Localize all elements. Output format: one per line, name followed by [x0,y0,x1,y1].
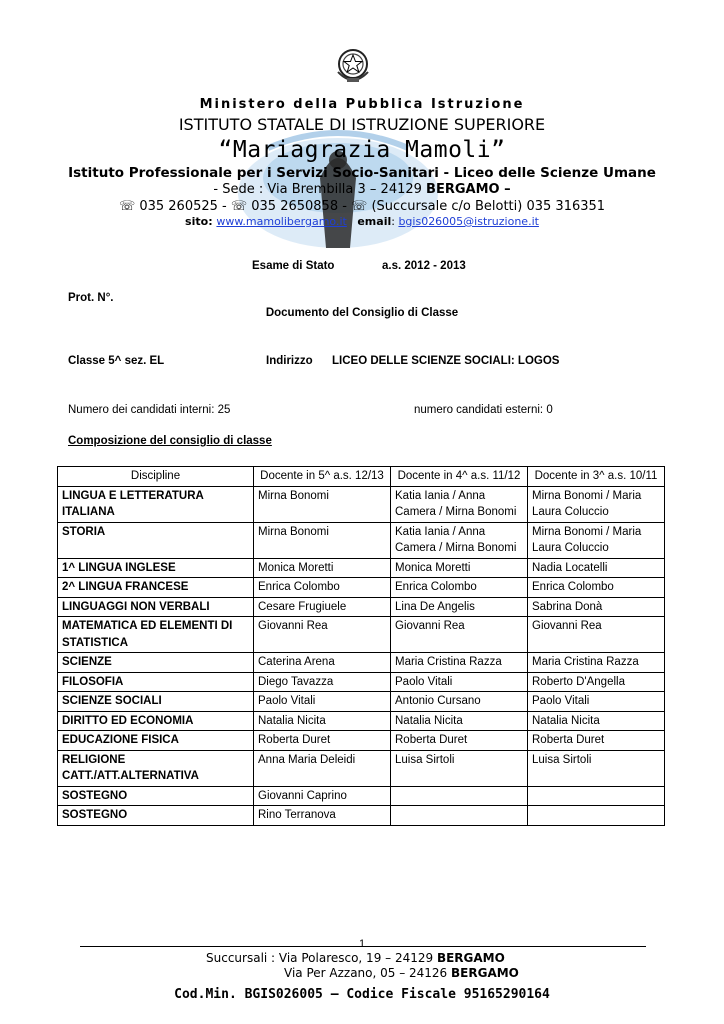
teacher-cell: Natalia Nicita [391,711,528,731]
internal-candidates: Numero dei candidati interni: 25 [68,404,231,416]
document-title: Documento del Consiglio di Classe [265,307,459,319]
table-row [58,786,665,806]
teacher-cell: Maria Cristina Razza [391,653,528,673]
teacher-cell: Sabrina Donà [528,597,665,617]
council-heading: Composizione del consiglio di classe [68,435,272,447]
class-label: Classe 5^ sez. EL [68,355,165,367]
teacher-cell: Antonio Cursano [391,692,528,712]
subject-cell: EDUCAZIONE FISICA [58,731,254,751]
table-row [58,806,665,826]
teacher-cell [528,786,665,806]
branch-address-2-text: Via Per Azzano, 05 – 24126 [284,966,452,980]
school-name: “Mariagrazia Mamoli” [218,137,506,163]
teacher-cell: Katia Iania / Anna Camera / Mirna Bonomi [391,486,528,522]
ministero-heading: Ministero della Pubblica Istruzione [199,97,525,112]
page-number: 1 [358,938,366,950]
teacher-cell [528,806,665,826]
codice-fiscale: Cod.Min. BGIS026005 – Codice Fiscale 95165290164 [174,987,550,1002]
branch-address-2 [284,966,519,980]
teacher-cell: Natalia Nicita [528,711,665,731]
teacher-cell: Giovanni Rea [391,617,528,653]
table-row [58,617,665,653]
teacher-cell: Giovanni Rea [528,617,665,653]
teacher-cell: Mirna Bonomi / Maria Laura Coluccio [528,522,665,558]
subject-cell: 1^ LINGUA INGLESE [58,558,254,578]
teacher-cell: Paolo Vitali [254,692,391,712]
teacher-cell: Mirna Bonomi [254,522,391,558]
teacher-cell: Diego Tavazza [254,672,391,692]
teacher-cell: Nadia Locatelli [528,558,665,578]
table-row [58,578,665,598]
teacher-cell: Katia Iania / Anna Camera / Mirna Bonomi [391,522,528,558]
subject-cell: SOSTEGNO [58,786,254,806]
teacher-cell: Roberto D'Angella [528,672,665,692]
branch-address-2-city: BERGAMO [451,966,519,980]
table-row [58,672,665,692]
external-candidates: numero candidati esterni: 0 [414,404,553,416]
teacher-cell: Roberta Duret [391,731,528,751]
teacher-cell: Giovanni Rea [254,617,391,653]
teacher-cell: Cesare Frugiuele [254,597,391,617]
teacher-cell: Mirna Bonomi [254,486,391,522]
esame-label: Esame di Stato [252,260,335,272]
teacher-cell: Enrica Colombo [391,578,528,598]
teacher-cell [391,786,528,806]
teacher-cell: Paolo Vitali [528,692,665,712]
table-row [58,486,665,522]
teacher-cell: Lina De Angelis [391,597,528,617]
teacher-cell: Maria Cristina Razza [528,653,665,673]
subject-cell: SCIENZE [58,653,254,673]
protocol-number: Prot. N°. [68,292,114,304]
teacher-cell: Paolo Vitali [391,672,528,692]
subject-cell: 2^ LINGUA FRANCESE [58,578,254,598]
table-row [58,750,665,786]
school-year: a.s. 2012 - 2013 [382,260,466,272]
website-link[interactable]: www.mamolibergamo.it [216,215,347,228]
contacts-line: sito: www.mamolibergamo.it email: bgis026005@istruzione.it [185,215,539,228]
branch-address-1-text: Succursali : Via Polaresco, 19 – 24129 [206,951,437,965]
table-header-row [58,467,665,487]
teacher-cell: Anna Maria Deleidi [254,750,391,786]
italian-republic-emblem-icon [334,42,372,88]
subject-cell: RELIGIONE CATT./ATT.ALTERNATIVA [58,750,254,786]
subject-cell: STORIA [58,522,254,558]
teacher-cell: Enrica Colombo [528,578,665,598]
main-address-text: - Sede : Via Brembilla 3 – 24129 [213,182,427,197]
council-table [57,466,665,826]
table-row [58,653,665,673]
teacher-cell: Monica Moretti [391,558,528,578]
subject-cell: DIRITTO ED ECONOMIA [58,711,254,731]
school-types: Istituto Professionale per i Servizi Socio-Sanitari - Liceo delle Scienze Umane [68,165,656,181]
teacher-cell: Rino Terranova [254,806,391,826]
table-row [58,597,665,617]
email-label: email [357,215,392,228]
teacher-cell: Roberta Duret [528,731,665,751]
subject-cell: LINGUA E LETTERATURA ITALIANA [58,486,254,522]
subject-cell: SOSTEGNO [58,806,254,826]
subject-cell: FILOSOFIA [58,672,254,692]
subject-cell: MATEMATICA ED ELEMENTI DI STATISTICA [58,617,254,653]
table-row [58,711,665,731]
teacher-cell: Roberta Duret [254,731,391,751]
table-row [58,731,665,751]
header-cell: Docente in 3^ a.s. 10/11 [528,467,665,487]
subject-cell: SCIENZE SOCIALI [58,692,254,712]
teacher-cell: Enrica Colombo [254,578,391,598]
teacher-cell: Luisa Sirtoli [391,750,528,786]
table-row [58,692,665,712]
table-row [58,522,665,558]
indirizzo-label: Indirizzo [266,355,313,367]
subject-cell: LINGUAGGI NON VERBALI [58,597,254,617]
teacher-cell: Mirna Bonomi / Maria Laura Coluccio [528,486,665,522]
sito-label: sito [185,215,209,228]
header-cell: Discipline [58,467,254,487]
header-cell: Docente in 4^ a.s. 11/12 [391,467,528,487]
istituto-heading: ISTITUTO STATALE DI ISTRUZIONE SUPERIORE [178,115,546,134]
teacher-cell [391,806,528,826]
table-row [58,558,665,578]
email-link[interactable]: bgis026005@istruzione.it [398,215,539,228]
main-address-city: BERGAMO – [426,182,511,197]
teacher-cell: Giovanni Caprino [254,786,391,806]
teacher-cell: Natalia Nicita [254,711,391,731]
teacher-cell: Caterina Arena [254,653,391,673]
main-address [0,182,724,197]
teacher-cell: Luisa Sirtoli [528,750,665,786]
teacher-cell: Monica Moretti [254,558,391,578]
branch-address-1-city: BERGAMO [436,951,505,965]
header-cell: Docente in 5^ a.s. 12/13 [254,467,391,487]
branch-address-1 [206,951,505,965]
phone-numbers: ☏ 035 260525 - ☏ 035 2650858 - ☏ (Succursale c/o Belotti) 035 316351 [118,199,606,214]
indirizzo-value: LICEO DELLE SCIENZE SOCIALI: LOGOS [332,355,560,367]
